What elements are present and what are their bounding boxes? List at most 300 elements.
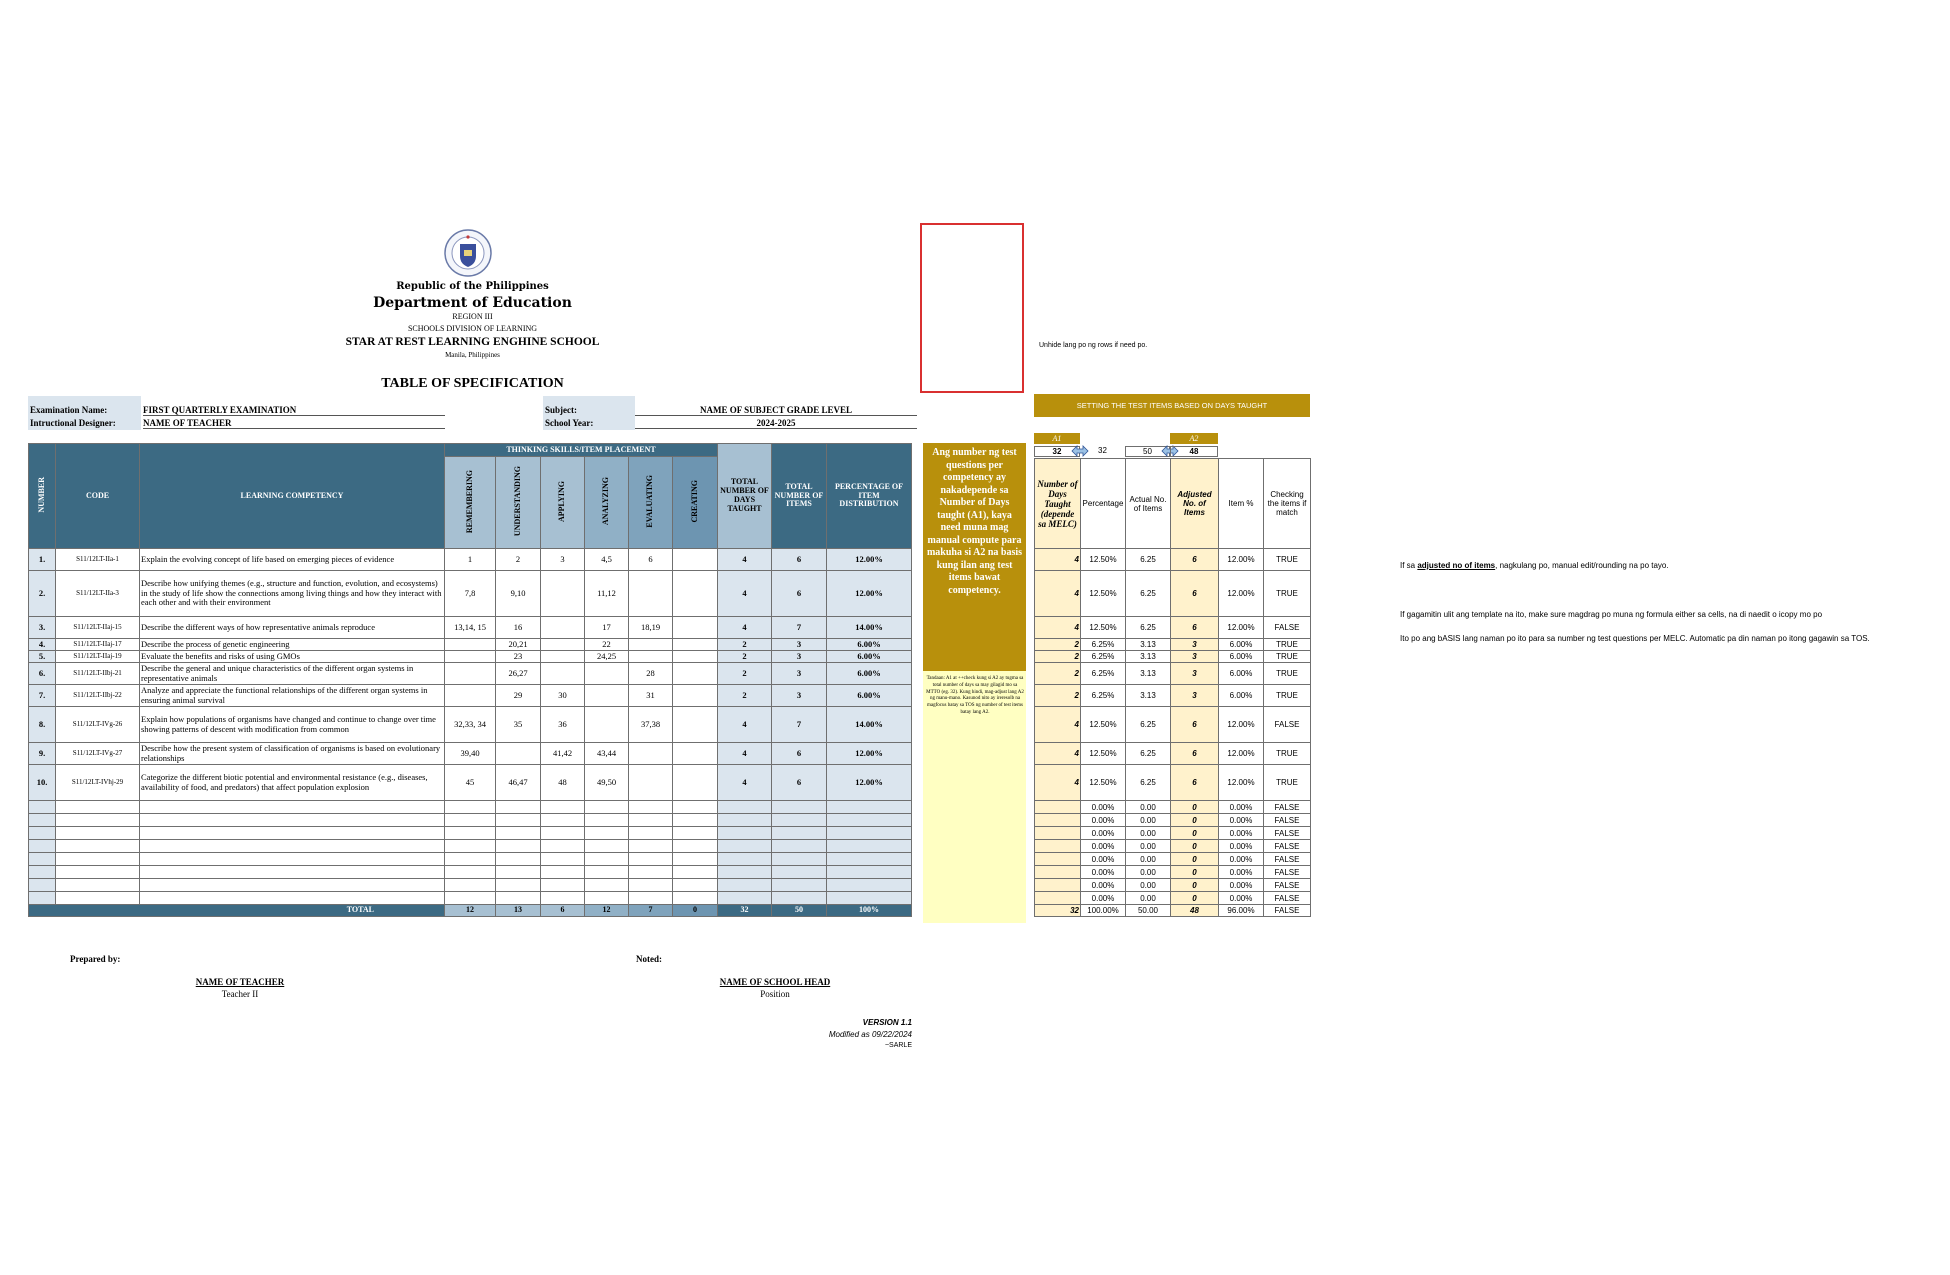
calc-cell: 6.00% bbox=[1219, 639, 1264, 651]
cell-no: 7. bbox=[29, 685, 56, 707]
calc-cell bbox=[1035, 879, 1081, 892]
small-note: Tandaan: A1 at ++check kung si A2 ay tugma sa total number of days sa may gilagid mo sa MTTO (eg. 32). Kung hindi, mag-adjust lang A2 ng manu-mano. Kasunod nito ay ireresolb na magfocus batay sa TOS ng number of test items batay lang A2. bbox=[926, 676, 1024, 715]
cell-pct: 12.00% bbox=[827, 765, 912, 801]
calc-cell: 0.00% bbox=[1081, 879, 1126, 892]
calc-header-actual: Actual No. of Items bbox=[1126, 459, 1171, 549]
calc-cell: FALSE bbox=[1264, 801, 1311, 814]
table-row bbox=[29, 663, 912, 685]
cell-app bbox=[541, 663, 585, 685]
empty-cell bbox=[673, 814, 718, 827]
pct-header: PERCENTAGE OF ITEM DISTRIBUTION bbox=[827, 444, 912, 549]
total-analyzing: 12 bbox=[585, 905, 629, 917]
calc-row bbox=[1035, 801, 1311, 814]
highlight-box bbox=[920, 223, 1024, 393]
empty-cell bbox=[140, 892, 445, 905]
empty-cell bbox=[29, 801, 56, 814]
calc-row bbox=[1035, 571, 1311, 617]
cell-code: S11/12LT-IIbj-21 bbox=[56, 663, 140, 685]
cell-ana: 24,25 bbox=[585, 651, 629, 663]
cell-days: 4 bbox=[718, 617, 772, 639]
subject-label: Subject: bbox=[545, 405, 577, 415]
calc-cell: 0.00 bbox=[1126, 892, 1171, 905]
calc-cell: 3.13 bbox=[1126, 639, 1171, 651]
cell-rem: 39,40 bbox=[445, 743, 496, 765]
page-title: TABLE OF SPECIFICATION bbox=[381, 376, 564, 391]
total-applying: 6 bbox=[541, 905, 585, 917]
calc-cell: 0.00 bbox=[1126, 840, 1171, 853]
calc-cell: 6.25 bbox=[1126, 571, 1171, 617]
calc-banner: SETTING THE TEST ITEMS BASED ON DAYS TAUGHT bbox=[1034, 394, 1310, 417]
calc-cell: 12.00% bbox=[1219, 549, 1264, 571]
cell-comp: Explain the evolving concept of life based on emerging pieces of evidence bbox=[140, 549, 445, 571]
calc-cell bbox=[1035, 840, 1081, 853]
empty-cell bbox=[772, 801, 827, 814]
cell-eva: 18,19 bbox=[629, 617, 673, 639]
table-row bbox=[29, 651, 912, 663]
exam-label: Examination Name: bbox=[30, 405, 108, 415]
calc-cell: 0.00% bbox=[1081, 892, 1126, 905]
calc-cell: 6 bbox=[1171, 707, 1219, 743]
cell-cre bbox=[673, 765, 718, 801]
calc-cell bbox=[1035, 801, 1081, 814]
empty-cell bbox=[629, 814, 673, 827]
prepared-label: Prepared by: bbox=[70, 954, 121, 964]
calc-cell: FALSE bbox=[1264, 814, 1311, 827]
calc-cell: FALSE bbox=[1264, 853, 1311, 866]
cell-no: 9. bbox=[29, 743, 56, 765]
calc-row bbox=[1035, 905, 1311, 917]
cell-rem: 7,8 bbox=[445, 571, 496, 617]
empty-cell bbox=[772, 814, 827, 827]
cell-app bbox=[541, 617, 585, 639]
cell-cre bbox=[673, 571, 718, 617]
cell-und: 46,47 bbox=[496, 765, 541, 801]
school-name: STAR AT REST LEARNING ENGHINE SCHOOL bbox=[345, 336, 600, 348]
exam-value: FIRST QUARTERLY EXAMINATION bbox=[143, 405, 445, 416]
table-row bbox=[29, 571, 912, 617]
empty-cell bbox=[718, 801, 772, 814]
empty-cell bbox=[445, 879, 496, 892]
empty-cell bbox=[629, 827, 673, 840]
cell-eva bbox=[629, 571, 673, 617]
cell-code: S11/12LT-IIbj-22 bbox=[56, 685, 140, 707]
empty-cell bbox=[541, 814, 585, 827]
calc-row bbox=[1035, 892, 1311, 905]
empty-cell bbox=[629, 801, 673, 814]
cell-days: 2 bbox=[718, 651, 772, 663]
calc-cell: 0 bbox=[1171, 879, 1219, 892]
calc-row bbox=[1035, 663, 1311, 685]
empty-cell bbox=[673, 866, 718, 879]
creating-header: CREATING bbox=[673, 457, 718, 549]
empty-cell bbox=[718, 827, 772, 840]
calc-row bbox=[1035, 814, 1311, 827]
calc-cell: 6 bbox=[1171, 617, 1219, 639]
calc-cell: 6.25 bbox=[1126, 707, 1171, 743]
total-items: 50 bbox=[772, 905, 827, 917]
calc-cell: 0 bbox=[1171, 840, 1219, 853]
cell-pct: 12.00% bbox=[827, 549, 912, 571]
cell-cre bbox=[673, 549, 718, 571]
empty-cell bbox=[541, 866, 585, 879]
calc-row bbox=[1035, 617, 1311, 639]
empty-cell bbox=[673, 840, 718, 853]
cell-days: 2 bbox=[718, 685, 772, 707]
calc-cell: 4 bbox=[1035, 765, 1081, 801]
cell-days: 4 bbox=[718, 707, 772, 743]
empty-cell bbox=[56, 814, 140, 827]
calc-cell: 4 bbox=[1035, 617, 1081, 639]
department-text: Department of Education bbox=[373, 295, 572, 311]
top-values bbox=[1034, 445, 1218, 457]
empty-cell bbox=[29, 827, 56, 840]
cell-eva bbox=[629, 743, 673, 765]
cell-pct: 6.00% bbox=[827, 639, 912, 651]
calc-cell: 0.00% bbox=[1081, 853, 1126, 866]
cell-und: 20,21 bbox=[496, 639, 541, 651]
calc-cell: 0.00% bbox=[1081, 827, 1126, 840]
cell-cre bbox=[673, 617, 718, 639]
calc-cell: 0.00% bbox=[1219, 814, 1264, 827]
table-row bbox=[29, 617, 912, 639]
calc-row bbox=[1035, 879, 1311, 892]
cell-app: 36 bbox=[541, 707, 585, 743]
cell-items: 6 bbox=[772, 549, 827, 571]
noted-label: Noted: bbox=[636, 954, 662, 964]
empty-cell bbox=[496, 801, 541, 814]
empty-cell bbox=[445, 853, 496, 866]
empty-cell bbox=[140, 840, 445, 853]
cell-eva: 31 bbox=[629, 685, 673, 707]
days-note: Ang number ng test questions per competency ay nakadepende sa Number of Days taught (A1), kaya need muna mag manual compute para makuha si A2 na basis kung ilan ang test items bawat competency. bbox=[923, 443, 1026, 671]
cell-code: S11/12LT-IVhj-29 bbox=[56, 765, 140, 801]
cell-rem: 13,14, 15 bbox=[445, 617, 496, 639]
empty-cell bbox=[496, 840, 541, 853]
cell-no: 8. bbox=[29, 707, 56, 743]
calc-cell: 12.50% bbox=[1081, 571, 1126, 617]
cell-eva: 28 bbox=[629, 663, 673, 685]
cell-eva bbox=[629, 651, 673, 663]
cell-comp: Describe the different ways of how representative animals reproduce bbox=[140, 617, 445, 639]
basis-note: Ito po ang bASIS lang naman po ito para sa number ng test questions per MELC. Automatic pa din naman po itong gagawin sa TOS. bbox=[1400, 634, 1870, 643]
calc-cell: 3 bbox=[1171, 651, 1219, 663]
calc-cell: FALSE bbox=[1264, 617, 1311, 639]
calc-cell: 0 bbox=[1171, 853, 1219, 866]
total-pct: 100% bbox=[827, 905, 912, 917]
cell-pct: 6.00% bbox=[827, 663, 912, 685]
cell-und bbox=[496, 743, 541, 765]
cell-rem bbox=[445, 651, 496, 663]
empty-cell bbox=[496, 827, 541, 840]
empty-cell bbox=[827, 879, 912, 892]
empty-cell bbox=[29, 853, 56, 866]
teacher-name: NAME OF TEACHER bbox=[195, 977, 285, 987]
empty-cell bbox=[496, 814, 541, 827]
calc-cell: TRUE bbox=[1264, 663, 1311, 685]
code-header: CODE bbox=[56, 444, 140, 549]
empty-cell bbox=[140, 866, 445, 879]
remembering-header: REMEMBERING bbox=[445, 457, 496, 549]
cell-items: 6 bbox=[772, 765, 827, 801]
cell-no: 4. bbox=[29, 639, 56, 651]
empty-cell bbox=[673, 801, 718, 814]
table-row bbox=[29, 549, 912, 571]
table-row bbox=[29, 639, 912, 651]
cell-code: S11/12LT-IIa-1 bbox=[56, 549, 140, 571]
calc-cell: FALSE bbox=[1264, 905, 1311, 917]
calc-cell: 6.00% bbox=[1219, 663, 1264, 685]
calc-cell: 3 bbox=[1171, 663, 1219, 685]
calc-row bbox=[1035, 549, 1311, 571]
empty-cell bbox=[673, 853, 718, 866]
calc-cell: 3.13 bbox=[1126, 685, 1171, 707]
cell-und: 23 bbox=[496, 651, 541, 663]
cell-rem bbox=[445, 639, 496, 651]
calc-cell: 0.00 bbox=[1126, 801, 1171, 814]
cell-und: 26,27 bbox=[496, 663, 541, 685]
designer-value: NAME OF TEACHER bbox=[143, 418, 445, 429]
days-value: 32 bbox=[1098, 446, 1107, 455]
items-header: TOTAL NUMBER OF ITEMS bbox=[772, 444, 827, 549]
cell-pct: 14.00% bbox=[827, 707, 912, 743]
cell-items: 3 bbox=[772, 685, 827, 707]
cell-days: 4 bbox=[718, 571, 772, 617]
calc-row bbox=[1035, 651, 1311, 663]
calc-cell: 96.00% bbox=[1219, 905, 1264, 917]
cell-comp: Categorize the different biotic potential and environmental resistance (e.g., diseases, availability of food, and predators) that affect population explosion bbox=[140, 765, 445, 801]
table-row bbox=[29, 743, 912, 765]
empty-cell bbox=[827, 853, 912, 866]
region-text: REGION III bbox=[452, 312, 493, 321]
empty-cell bbox=[496, 853, 541, 866]
empty-cell bbox=[827, 814, 912, 827]
template-note: If gagamitin ulit ang template na ito, make sure magdrag po muna ng formula either sa cells, na di naedit o icopy mo po bbox=[1400, 610, 1823, 619]
calc-cell: TRUE bbox=[1264, 639, 1311, 651]
cell-comp: Evaluate the benefits and risks of using GMOs bbox=[140, 651, 445, 663]
calc-cell: FALSE bbox=[1264, 840, 1311, 853]
cell-items: 3 bbox=[772, 639, 827, 651]
skills-header: THINKING SKILLS/ITEM PLACEMENT bbox=[445, 444, 718, 457]
calc-cell: 6.25 bbox=[1126, 549, 1171, 571]
empty-cell bbox=[496, 866, 541, 879]
calc-cell: 0 bbox=[1171, 866, 1219, 879]
empty-cell bbox=[445, 892, 496, 905]
location-text: Manila, Philippines bbox=[445, 351, 500, 359]
calc-cell: 6.25 bbox=[1126, 765, 1171, 801]
calc-cell: 0.00% bbox=[1081, 866, 1126, 879]
empty-cell bbox=[445, 866, 496, 879]
cell-app: 48 bbox=[541, 765, 585, 801]
applying-header: APPLYING bbox=[541, 457, 585, 549]
calc-cell: 0.00% bbox=[1081, 801, 1126, 814]
cell-rem bbox=[445, 663, 496, 685]
cell-items: 6 bbox=[772, 571, 827, 617]
cell-ana bbox=[585, 707, 629, 743]
cell-und: 2 bbox=[496, 549, 541, 571]
cell-ana bbox=[585, 663, 629, 685]
cell-und: 35 bbox=[496, 707, 541, 743]
cell-no: 10. bbox=[29, 765, 56, 801]
empty-cell bbox=[772, 853, 827, 866]
teacher-position: Teacher II bbox=[221, 989, 259, 999]
empty-row bbox=[29, 827, 912, 840]
empty-cell bbox=[585, 827, 629, 840]
calc-row bbox=[1035, 853, 1311, 866]
cell-cre bbox=[673, 651, 718, 663]
calc-cell: 100.00% bbox=[1081, 905, 1126, 917]
cell-comp: Analyze and appreciate the functional relationships of the different organ systems in ensuring animal survival bbox=[140, 685, 445, 707]
cell-days: 2 bbox=[718, 663, 772, 685]
empty-cell bbox=[827, 840, 912, 853]
calc-cell: 0.00% bbox=[1219, 801, 1264, 814]
empty-cell bbox=[29, 879, 56, 892]
calc-row bbox=[1035, 866, 1311, 879]
calc-cell: 6.25% bbox=[1081, 651, 1126, 663]
cell-app bbox=[541, 571, 585, 617]
cell-app: 30 bbox=[541, 685, 585, 707]
empty-cell bbox=[56, 801, 140, 814]
cell-pct: 12.00% bbox=[827, 571, 912, 617]
table-row bbox=[29, 707, 912, 743]
calc-row bbox=[1035, 685, 1311, 707]
empty-cell bbox=[772, 879, 827, 892]
calc-cell: TRUE bbox=[1264, 765, 1311, 801]
calc-cell: TRUE bbox=[1264, 549, 1311, 571]
empty-cell bbox=[585, 814, 629, 827]
empty-cell bbox=[445, 801, 496, 814]
cell-code: S11/12LT-IIa-3 bbox=[56, 571, 140, 617]
table-row bbox=[29, 685, 912, 707]
a2-value: 48 bbox=[1170, 446, 1218, 457]
calc-header-check: Checking the items if match bbox=[1264, 459, 1311, 549]
cell-comp: Explain how populations of organisms have changed and continue to change over time showing patterns of descent with modification from common bbox=[140, 707, 445, 743]
empty-cell bbox=[718, 879, 772, 892]
cell-pct: 6.00% bbox=[827, 651, 912, 663]
calc-cell: 0.00% bbox=[1219, 879, 1264, 892]
calc-cell bbox=[1035, 866, 1081, 879]
calc-cell: 12.50% bbox=[1081, 707, 1126, 743]
empty-cell bbox=[629, 892, 673, 905]
cell-items: 7 bbox=[772, 617, 827, 639]
calc-cell: 6.25% bbox=[1081, 663, 1126, 685]
cell-days: 2 bbox=[718, 639, 772, 651]
cell-days: 4 bbox=[718, 743, 772, 765]
calc-cell: 6.25 bbox=[1126, 617, 1171, 639]
empty-cell bbox=[629, 853, 673, 866]
cell-ana: 22 bbox=[585, 639, 629, 651]
empty-cell bbox=[585, 801, 629, 814]
empty-row bbox=[29, 892, 912, 905]
calc-table bbox=[1034, 458, 1311, 917]
author-text: ~SARLE bbox=[884, 1042, 912, 1049]
empty-cell bbox=[673, 827, 718, 840]
empty-cell bbox=[140, 814, 445, 827]
empty-cell bbox=[772, 892, 827, 905]
empty-cell bbox=[772, 866, 827, 879]
cell-items: 3 bbox=[772, 663, 827, 685]
year-label: School Year: bbox=[545, 418, 594, 428]
calc-cell: 50.00 bbox=[1126, 905, 1171, 917]
calc-cell: 0.00% bbox=[1081, 840, 1126, 853]
empty-cell bbox=[827, 892, 912, 905]
empty-cell bbox=[629, 866, 673, 879]
total-label: TOTAL bbox=[29, 905, 445, 917]
cell-code: S11/12LT-IIaj-19 bbox=[56, 651, 140, 663]
empty-row bbox=[29, 866, 912, 879]
calc-row bbox=[1035, 840, 1311, 853]
empty-cell bbox=[56, 827, 140, 840]
cell-cre bbox=[673, 707, 718, 743]
cell-und: 16 bbox=[496, 617, 541, 639]
calc-cell: FALSE bbox=[1264, 866, 1311, 879]
calc-row bbox=[1035, 743, 1311, 765]
calc-cell: 0.00 bbox=[1126, 879, 1171, 892]
calc-header-days: Number of Days Taught (depende sa MELC) bbox=[1035, 459, 1081, 549]
empty-cell bbox=[541, 853, 585, 866]
calc-cell: 4 bbox=[1035, 571, 1081, 617]
calc-cell: 12.50% bbox=[1081, 617, 1126, 639]
calc-cell: 3 bbox=[1171, 639, 1219, 651]
empty-row bbox=[29, 814, 912, 827]
cell-ana: 4,5 bbox=[585, 549, 629, 571]
cell-ana bbox=[585, 685, 629, 707]
empty-cell bbox=[140, 827, 445, 840]
empty-cell bbox=[56, 892, 140, 905]
items-value: 50 bbox=[1125, 446, 1170, 457]
understanding-header: UNDERSTANDING bbox=[496, 457, 541, 549]
cell-ana: 43,44 bbox=[585, 743, 629, 765]
designer-label: Intructional Designer: bbox=[30, 418, 116, 428]
total-evaluating: 7 bbox=[629, 905, 673, 917]
calc-cell: 6 bbox=[1171, 765, 1219, 801]
empty-cell bbox=[585, 840, 629, 853]
competency-header: LEARNING COMPETENCY bbox=[140, 444, 445, 549]
calc-cell: 6.25 bbox=[1126, 743, 1171, 765]
cell-und: 9,10 bbox=[496, 571, 541, 617]
calc-cell: 12.00% bbox=[1219, 571, 1264, 617]
empty-cell bbox=[29, 866, 56, 879]
empty-cell bbox=[541, 879, 585, 892]
empty-cell bbox=[140, 853, 445, 866]
cell-comp: Describe how the present system of classification of organisms is based on evolutionary relationships bbox=[140, 743, 445, 765]
cell-comp: Describe the process of genetic engineering bbox=[140, 639, 445, 651]
calc-cell: 0 bbox=[1171, 814, 1219, 827]
head-position: Position bbox=[760, 989, 790, 999]
calc-cell: 6 bbox=[1171, 571, 1219, 617]
calc-cell: FALSE bbox=[1264, 892, 1311, 905]
empty-row bbox=[29, 879, 912, 892]
empty-cell bbox=[718, 866, 772, 879]
calc-cell: 12.00% bbox=[1219, 743, 1264, 765]
calc-cell: 0.00 bbox=[1126, 853, 1171, 866]
empty-row bbox=[29, 840, 912, 853]
empty-cell bbox=[140, 879, 445, 892]
cell-code: S11/12LT-IIaj-15 bbox=[56, 617, 140, 639]
calc-cell: TRUE bbox=[1264, 743, 1311, 765]
calc-cell: 6 bbox=[1171, 743, 1219, 765]
empty-cell bbox=[445, 827, 496, 840]
calc-cell: 12.50% bbox=[1081, 765, 1126, 801]
empty-cell bbox=[29, 892, 56, 905]
empty-cell bbox=[673, 879, 718, 892]
empty-cell bbox=[772, 840, 827, 853]
cell-code: S11/12LT-IIaj-17 bbox=[56, 639, 140, 651]
calc-cell: 0.00 bbox=[1126, 814, 1171, 827]
total-creating: 0 bbox=[673, 905, 718, 917]
calc-cell: TRUE bbox=[1264, 685, 1311, 707]
empty-cell bbox=[585, 853, 629, 866]
analyzing-header: ANALYZING bbox=[585, 457, 629, 549]
